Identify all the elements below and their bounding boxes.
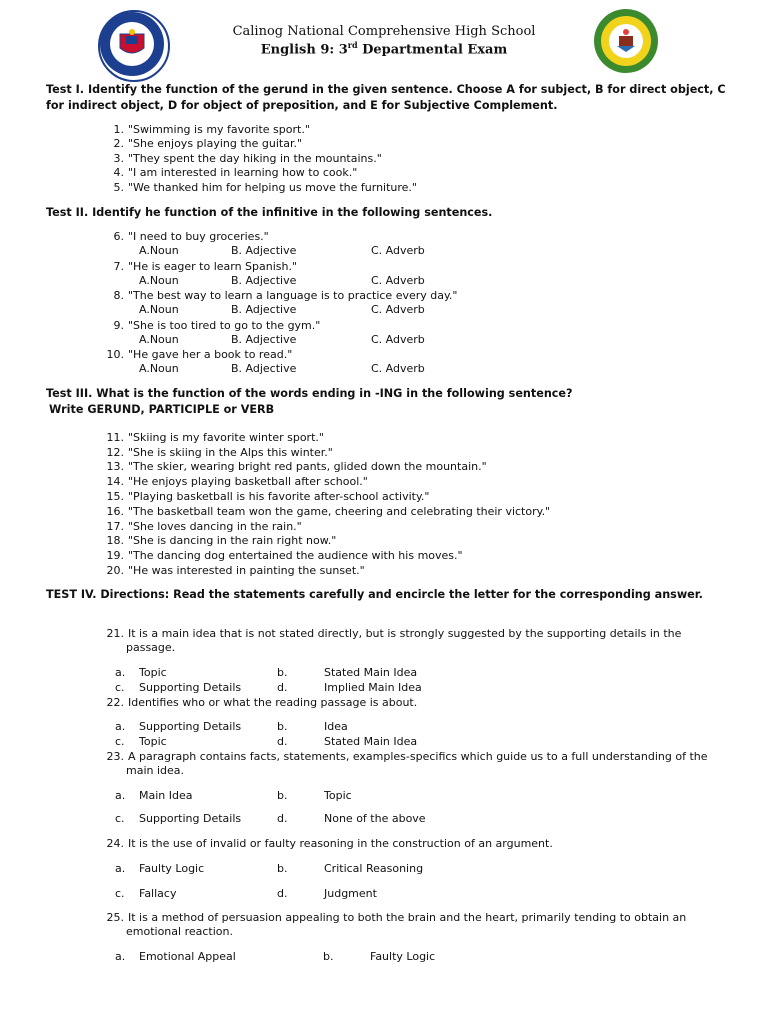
item-text: "The best way to learn a language is to practice every day." [128,289,458,302]
list-item [100,505,550,519]
item-number: 5. [113,181,124,194]
item-text: "The basketball team won the game, cheering and celebrating their victory." [128,505,551,518]
item-number: 13. [106,460,124,473]
item-number: 18. [106,534,124,547]
choice-text: Supporting Details [139,681,242,694]
list-item [100,123,310,137]
list-item [100,260,297,274]
item-text: "Skiing is my favorite winter sport." [128,431,324,444]
choice-letter: b. [323,950,334,963]
exam-title [0,40,768,57]
choice-text: Stated Main Idea [324,735,418,748]
choice-letter: b. [277,720,288,733]
item-text: "She loves dancing in the rain." [128,520,302,533]
list-item [100,446,333,460]
list-item [100,137,302,151]
question-number: 22. [106,696,124,709]
choice-option: A.Noun [139,244,179,257]
item-number: 7. [113,260,124,273]
item-text: "I need to buy groceries." [128,230,269,243]
choice-option: A.Noun [139,274,179,287]
item-number: 14. [106,475,124,488]
choice-text: Faulty Logic [370,950,436,963]
choice-option: B. Adjective [231,362,297,375]
item-number: 20. [106,564,124,577]
choice-text: Topic [139,666,167,679]
question-text: It is a main idea that is not stated directly, but is strongly suggested by the supporting details in the passage. [126,627,682,654]
choice-letter: d. [277,681,288,694]
item-text: "The dancing dog entertained the audience with his moves." [128,549,463,562]
choice-text: Topic [324,789,352,802]
choice-option: B. Adjective [231,244,297,257]
choice-letter: c. [115,887,125,900]
item-number: 6. [113,230,124,243]
test2-instruction: Test II. Identify he function of the infinitive in the following sentences. [46,206,493,219]
item-number: 12. [106,446,124,459]
item-text: "She is too tired to go to the gym." [128,319,321,332]
list-item [100,564,365,578]
list-item [100,181,417,195]
choice-option: C. Adverb [371,362,425,375]
item-text: "Swimming is my favorite sport." [128,123,310,136]
list-item [100,520,302,534]
list-item [100,348,292,362]
list-item [100,431,324,445]
choice-option: B. Adjective [231,274,297,287]
item-text: "She is dancing in the rain right now." [128,534,337,547]
choice-letter: a. [115,950,126,963]
test3-instruction: Test III. What is the function of the words ending in -ING in the following sentence? [46,387,573,400]
item-number: 11. [106,431,124,444]
choice-text: Fallacy [139,887,177,900]
choice-text: Judgment [324,887,377,900]
item-number: 8. [113,289,124,302]
item-text: "Playing basketball is his favorite after-school activity." [128,490,430,503]
list-item [100,319,320,333]
item-text: "He was interested in painting the sunset." [128,564,365,577]
choice-text: Main Idea [139,789,193,802]
item-number: 19. [106,549,124,562]
choice-option: B. Adjective [231,333,297,346]
item-text: "She is skiing in the Alps this winter." [128,446,333,459]
question [100,627,726,655]
choice-text: Faulty Logic [139,862,205,875]
list-item [100,166,357,180]
question [100,911,726,939]
exam-title-prefix: English 9: 3 [260,42,348,58]
choice-letter: a. [115,666,126,679]
list-item [100,534,336,548]
exam-title-sup: rd [347,40,358,50]
choice-text: Stated Main Idea [324,666,418,679]
choice-option: A.Noun [139,333,179,346]
choice-text: Implied Main Idea [324,681,422,694]
choice-letter: a. [115,862,126,875]
item-number: 17. [106,520,124,533]
choice-text: Supporting Details [139,812,242,825]
choice-letter: a. [115,789,126,802]
test4-instruction: TEST IV. Directions: Read the statements carefully and encircle the letter for the corresponding answer. [46,588,703,601]
choice-letter: c. [115,681,125,694]
question [100,696,726,710]
choice-letter: b. [277,789,288,802]
list-item [100,549,463,563]
choice-letter: b. [277,862,288,875]
item-number: 4. [113,166,124,179]
item-number: 10. [106,348,124,361]
choice-option: C. Adverb [371,303,425,316]
choice-letter: a. [115,720,126,733]
choice-option: C. Adverb [371,333,425,346]
choice-text: Topic [139,735,167,748]
choice-option: A.Noun [139,303,179,316]
item-number: 2. [113,137,124,150]
item-text: "She enjoys playing the guitar." [128,137,303,150]
item-number: 15. [106,490,124,503]
test1-instruction: Test I. Identify the function of the gerund in the given sentence. Choose A for subject, B for direct object, C for indirect object, D for object of preposition, and E for Subjective Complement. [46,83,726,112]
choice-text: Emotional Appeal [139,950,236,963]
list-item [100,289,458,303]
choice-text: None of the above [324,812,426,825]
question [100,837,726,851]
choice-option: C. Adverb [371,244,425,257]
choice-letter: d. [277,887,288,900]
item-text: "They spent the day hiking in the mountains." [128,152,382,165]
item-text: "I am interested in learning how to cook." [128,166,358,179]
question-text: It is a method of persuasion appealing to both the brain and the heart, primarily tending to obtain an emotional reaction. [126,911,687,938]
question-number: 21. [106,627,124,640]
list-item [100,230,269,244]
list-item [100,152,382,166]
choice-letter: d. [277,812,288,825]
item-number: 9. [113,319,124,332]
item-text: "He gave her a book to read." [128,348,293,361]
question-number: 23. [106,750,124,763]
question-number: 24. [106,837,124,850]
item-number: 16. [106,505,124,518]
item-number: 1. [113,123,124,136]
question-text: A paragraph contains facts, statements, examples-specifics which guide us to a full understanding of the main idea. [126,750,708,777]
question-number: 25. [106,911,124,924]
exam-title-suffix: Departmental Exam [357,42,508,58]
school-name: Calinog National Comprehensive High School [232,24,536,39]
list-item [100,460,487,474]
choice-text: Idea [324,720,348,733]
list-item [100,475,368,489]
choice-option: B. Adjective [231,303,297,316]
choice-letter: c. [115,735,125,748]
choice-text: Supporting Details [139,720,242,733]
choice-letter: b. [277,666,288,679]
item-text: "We thanked him for helping us move the furniture." [128,181,417,194]
question-text: Identifies who or what the reading passage is about. [128,696,418,709]
test3-subinstruction: Write GERUND, PARTICIPLE or VERB [49,403,275,416]
choice-option: C. Adverb [371,274,425,287]
question-text: It is the use of invalid or faulty reasoning in the construction of an argument. [128,837,553,850]
item-text: "He is eager to learn Spanish." [128,260,298,273]
choice-letter: c. [115,812,125,825]
question [100,750,726,778]
item-text: "The skier, wearing bright red pants, glided down the mountain." [128,460,487,473]
choice-letter: d. [277,735,288,748]
item-text: "He enjoys playing basketball after school." [128,475,368,488]
choice-text: Critical Reasoning [324,862,424,875]
choice-option: A.Noun [139,362,179,375]
item-number: 3. [113,152,124,165]
list-item [100,490,430,504]
